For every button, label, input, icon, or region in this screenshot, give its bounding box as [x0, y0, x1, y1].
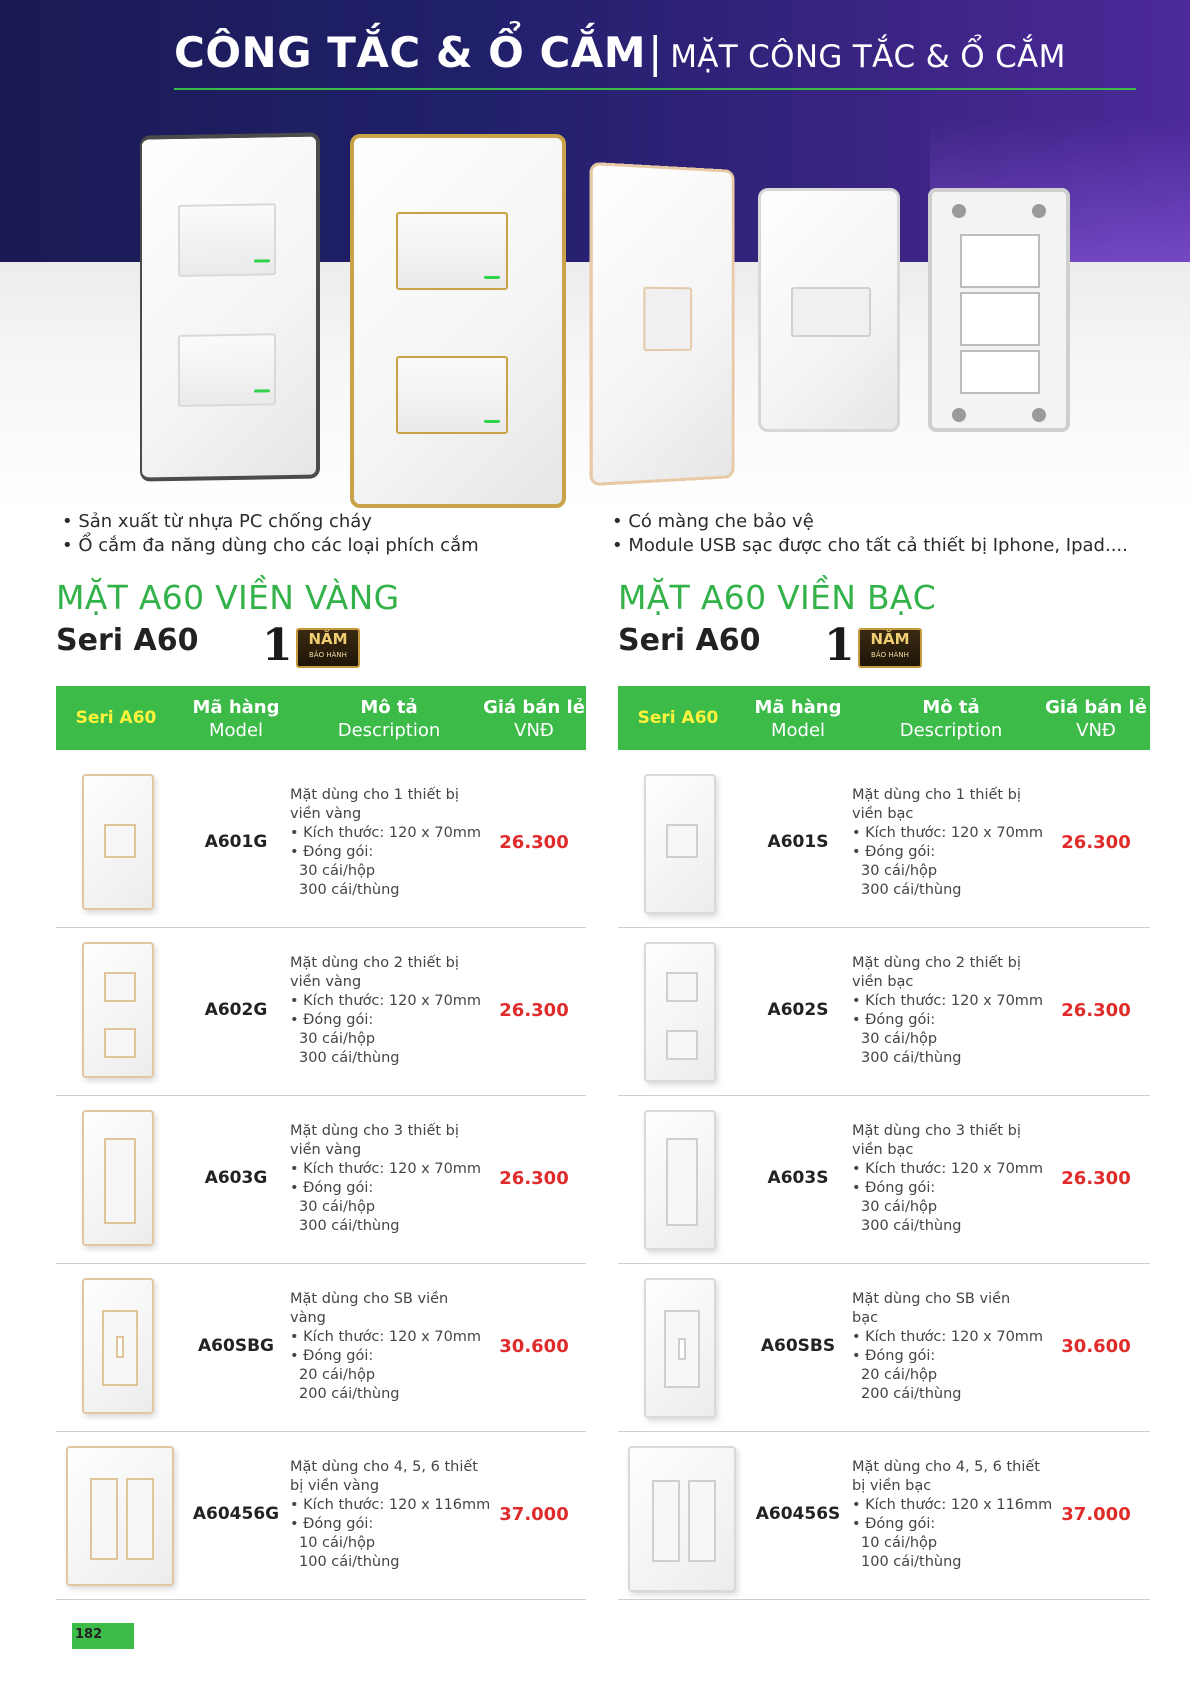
feature-item: • Module USB sạc được cho tất cả thiết bị Iphone, Ipad.... — [612, 535, 1128, 556]
table-row — [56, 1432, 586, 1600]
table-row — [618, 928, 1150, 1096]
product-thumbnail — [62, 1272, 172, 1424]
table-row — [618, 760, 1150, 928]
table-row — [56, 1264, 586, 1432]
warranty-label: NĂM — [870, 630, 910, 648]
product-image-mounting-frame — [928, 188, 1070, 432]
feature-list-left — [62, 510, 479, 558]
product-model: A60456S — [755, 1504, 841, 1524]
product-price: 26.300 — [1061, 832, 1131, 853]
warranty-sublabel: BẢO HÀNH — [871, 651, 909, 659]
product-model: A60SBS — [760, 1336, 836, 1356]
section-series: Seri A60 — [56, 623, 199, 658]
product-description: Mặt dùng cho 1 thiết bị viền bạc • Kích thước: 120 x 70mm • Đóng gói: 30 cái/hộp 300 cái/thùng — [852, 787, 1044, 898]
section-silver-border — [618, 578, 1148, 1570]
product-model: A601G — [204, 832, 268, 852]
product-thumbnail — [624, 1440, 734, 1592]
header-seri: Seri A60 — [75, 708, 157, 728]
header-model: Mã hàng Model — [754, 697, 842, 741]
section-gold-border — [56, 578, 586, 1570]
title-separator: | — [648, 28, 663, 77]
header-price: Giá bán lẻ VNĐ — [483, 697, 585, 741]
feature-item: • Sản xuất từ nhựa PC chống cháy — [62, 511, 372, 532]
warranty-years: 1 — [824, 620, 855, 671]
product-description: Mặt dùng cho SB viền vàng • Kích thước: 120 x 70mm • Đóng gói: 20 cái/hộp 200 cái/thùng — [290, 1291, 482, 1402]
product-model: A601S — [767, 832, 829, 852]
product-price: 30.600 — [499, 1336, 569, 1357]
product-description: Mặt dùng cho 4, 5, 6 thiết bị viền bạc • Kích thước: 120 x 116mm • Đóng gói: 10 cái/hộp 100 cái/thùng — [852, 1459, 1053, 1570]
product-price: 26.300 — [1061, 1168, 1131, 1189]
product-price: 30.600 — [1061, 1336, 1131, 1357]
product-model: A60SBG — [198, 1336, 274, 1356]
product-price: 37.000 — [1061, 1504, 1131, 1525]
header-description: Mô tả Description — [899, 697, 1003, 741]
title-main: CÔNG TẮC & Ổ CẮM — [174, 28, 647, 77]
product-thumbnail — [624, 936, 734, 1088]
header-price: Giá bán lẻ VNĐ — [1045, 697, 1147, 741]
title-sub: MẶT CÔNG TẮC & Ổ CẮM — [670, 39, 1066, 75]
product-price: 26.300 — [499, 1168, 569, 1189]
product-description: Mặt dùng cho 3 thiết bị viền vàng • Kích thước: 120 x 70mm • Đóng gói: 30 cái/hộp 300 cái/thùng — [290, 1123, 482, 1234]
product-model: A603S — [767, 1168, 829, 1188]
feature-list-right — [612, 510, 1128, 558]
table-header — [56, 686, 586, 750]
product-price: 26.300 — [1061, 1000, 1131, 1021]
feature-item: • Có màng che bảo vệ — [612, 511, 814, 532]
product-image-switch-black-border — [140, 132, 320, 481]
table-row — [56, 1096, 586, 1264]
warranty-badge — [262, 620, 372, 671]
product-description: Mặt dùng cho SB viền bạc • Kích thước: 120 x 70mm • Đóng gói: 20 cái/hộp 200 cái/thùng — [852, 1291, 1044, 1402]
table-header — [618, 686, 1150, 750]
warranty-sublabel: BẢO HÀNH — [309, 651, 347, 659]
product-thumbnail — [624, 768, 734, 920]
header-description: Mô tả Description — [337, 697, 441, 741]
product-thumbnail — [62, 936, 172, 1088]
page-title — [174, 28, 1066, 77]
feature-item: • Ổ cắm đa năng dùng cho các loại phích cắm — [62, 535, 479, 556]
table-row — [56, 928, 586, 1096]
product-image-plate-rose-border — [590, 162, 735, 486]
warranty-years: 1 — [262, 620, 293, 671]
product-description: Mặt dùng cho 4, 5, 6 thiết bị viền vàng • Kích thước: 120 x 116mm • Đóng gói: 10 cái/hộp 100 cái/thùng — [290, 1459, 491, 1570]
product-description: Mặt dùng cho 3 thiết bị viền bạc • Kích thước: 120 x 70mm • Đóng gói: 30 cái/hộp 300 cái/thùng — [852, 1123, 1044, 1234]
product-description: Mặt dùng cho 1 thiết bị viền vàng • Kích thước: 120 x 70mm • Đóng gói: 30 cái/hộp 300 cái/thùng — [290, 787, 482, 898]
page-number-tab — [72, 1623, 134, 1649]
product-thumbnail — [62, 1440, 172, 1592]
product-model: A603G — [204, 1168, 268, 1188]
product-thumbnail — [624, 1104, 734, 1256]
section-title: MẶT A60 VIỀN BẠC — [618, 578, 937, 617]
header-model: Mã hàng Model — [192, 697, 280, 741]
table-row — [618, 1264, 1150, 1432]
product-image-plate-silver-border — [758, 188, 900, 432]
product-description: Mặt dùng cho 2 thiết bị viền bạc • Kích thước: 120 x 70mm • Đóng gói: 30 cái/hộp 300 cái/thùng — [852, 955, 1044, 1066]
title-underline — [174, 88, 1136, 90]
product-model: A602G — [204, 1000, 268, 1020]
product-price: 26.300 — [499, 832, 569, 853]
section-series: Seri A60 — [618, 623, 761, 658]
warranty-badge — [824, 620, 934, 671]
product-model: A602S — [767, 1000, 829, 1020]
product-model: A60456G — [192, 1504, 280, 1524]
product-price: 26.300 — [499, 1000, 569, 1021]
product-thumbnail — [62, 1104, 172, 1256]
product-thumbnail — [62, 768, 172, 920]
section-title: MẶT A60 VIỀN VÀNG — [56, 578, 400, 617]
warranty-label: NĂM — [308, 630, 348, 648]
header-seri: Seri A60 — [637, 708, 719, 728]
product-price: 37.000 — [499, 1504, 569, 1525]
table-row — [618, 1096, 1150, 1264]
product-image-switch-gold-border — [350, 134, 566, 508]
table-row — [618, 1432, 1150, 1600]
product-thumbnail — [624, 1272, 734, 1424]
product-description: Mặt dùng cho 2 thiết bị viền vàng • Kích thước: 120 x 70mm • Đóng gói: 30 cái/hộp 300 cái/thùng — [290, 955, 482, 1066]
table-row — [56, 760, 586, 928]
page-number: 182 — [75, 1627, 103, 1642]
